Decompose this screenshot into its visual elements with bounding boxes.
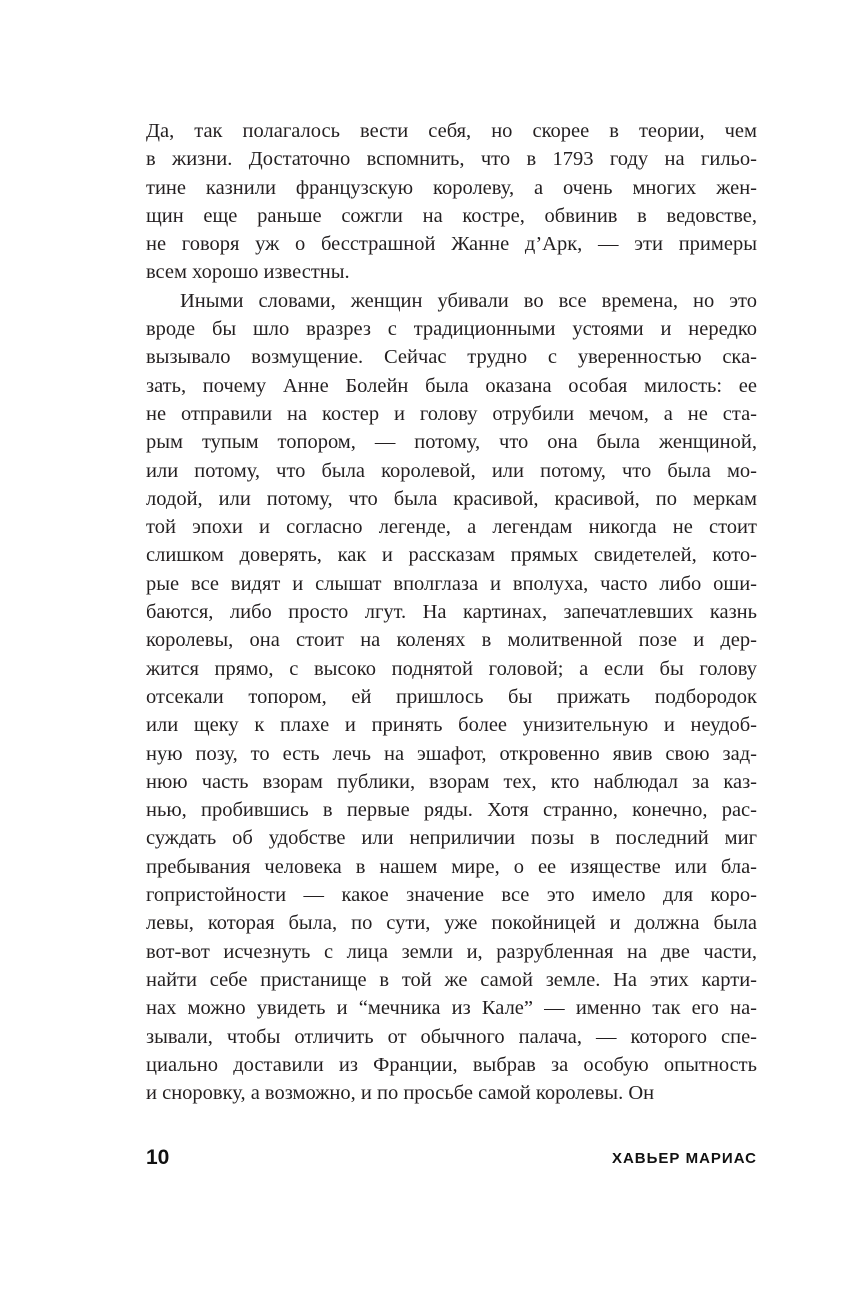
text-line: рые все видят и слышат вполглаза и вполуха, часто либо оши- [146,572,757,595]
text-line: той эпохи и согласно легенде, а легендам никогда не стоит [146,516,757,539]
text-line: зать, почему Анне Болейн была оказана особая милость: ее [146,374,757,397]
text-line: нью, пробившись в первые ряды. Хотя странно, конечно, рас- [146,799,757,822]
text-line: баются, либо просто лгут. На картинах, запечатлевших казнь [146,601,757,624]
text-line: рым тупым топором, — потому, что она была женщиной, [146,431,757,454]
text-line: вызывало возмущение. Сейчас трудно с уверенностью ска- [146,346,757,369]
running-head-author: ХАВЬЕР МАРИАС [611,1150,757,1167]
text-line: всем хорошо известны. [146,261,350,284]
text-line: и сноровку, а возможно, и по просьбе самой королевы. Он [146,1082,655,1105]
text-line: вроде бы шло вразрез с традиционными устоями и нередко [146,318,757,341]
text-line: не говоря уж о бесстрашной Жанне д’Арк, — эти примеры [146,233,757,256]
text-line: найти себе пристанище в той же самой земле. На этих карти- [146,968,757,991]
text-line: циально доставили из Франции, выбрав за особую опытность [146,1053,757,1076]
text-line: Иными словами, женщин убивали во все времена, но это [180,289,757,312]
text-line: щин еще раньше сожгли на костре, обвинив в ведовстве, [146,204,757,227]
page-number: 10 [146,1146,170,1169]
text-line: ную позу, то есть лечь на эшафот, откровенно явив свою зад- [146,742,757,765]
text-line: королевы, она стоит на коленях в молитвенной позе и дер- [146,629,757,652]
text-line: нюю часть взорам публики, взорам тех, кто наблюдал за каз- [146,770,757,793]
text-line: вот-вот исчезнуть с лица земли и, разрубленная на две части, [146,940,757,963]
text-line: нах можно увидеть и “мечника из Кале” — именно так его на- [146,997,757,1020]
text-line: зывали, чтобы отличить от обычного палача, — которого спе- [146,1025,757,1048]
text-line: не отправили на костер и голову отрубили мечом, а не ста- [146,402,757,425]
text-line: или щеку к плахе и принять более унизительную и неудоб- [146,714,757,737]
body-text [146,117,757,1107]
text-line: гопристойности — какое значение все это имело для коро- [146,884,757,907]
text-line: суждать об удобстве или неприличии позы в последний миг [146,827,757,850]
text-line: левы, которая была, по сути, уже покойницей и должна была [146,912,757,935]
text-line: отсекали топором, ей пришлось бы прижать подбородок [146,685,757,708]
text-line: жится прямо, с высоко поднятой головой; а если бы голову [146,657,757,680]
text-line: в жизни. Достаточно вспомнить, что в 1793 году на гильо- [146,148,757,171]
text-line: Да, так полагалось вести себя, но скорее в теории, чем [146,120,757,142]
text-line: или потому, что была королевой, или потому, что была мо- [146,459,757,482]
text-line: лодой, или потому, что была красивой, красивой, по меркам [146,487,757,510]
text-line: слишком доверять, как и рассказам прямых свидетелей, кото- [146,544,757,567]
text-line: пребывания человека в нашем мире, о ее изяществе или бла- [146,855,757,878]
text-line: тине казнили французскую королеву, а очень многих жен- [146,176,757,199]
